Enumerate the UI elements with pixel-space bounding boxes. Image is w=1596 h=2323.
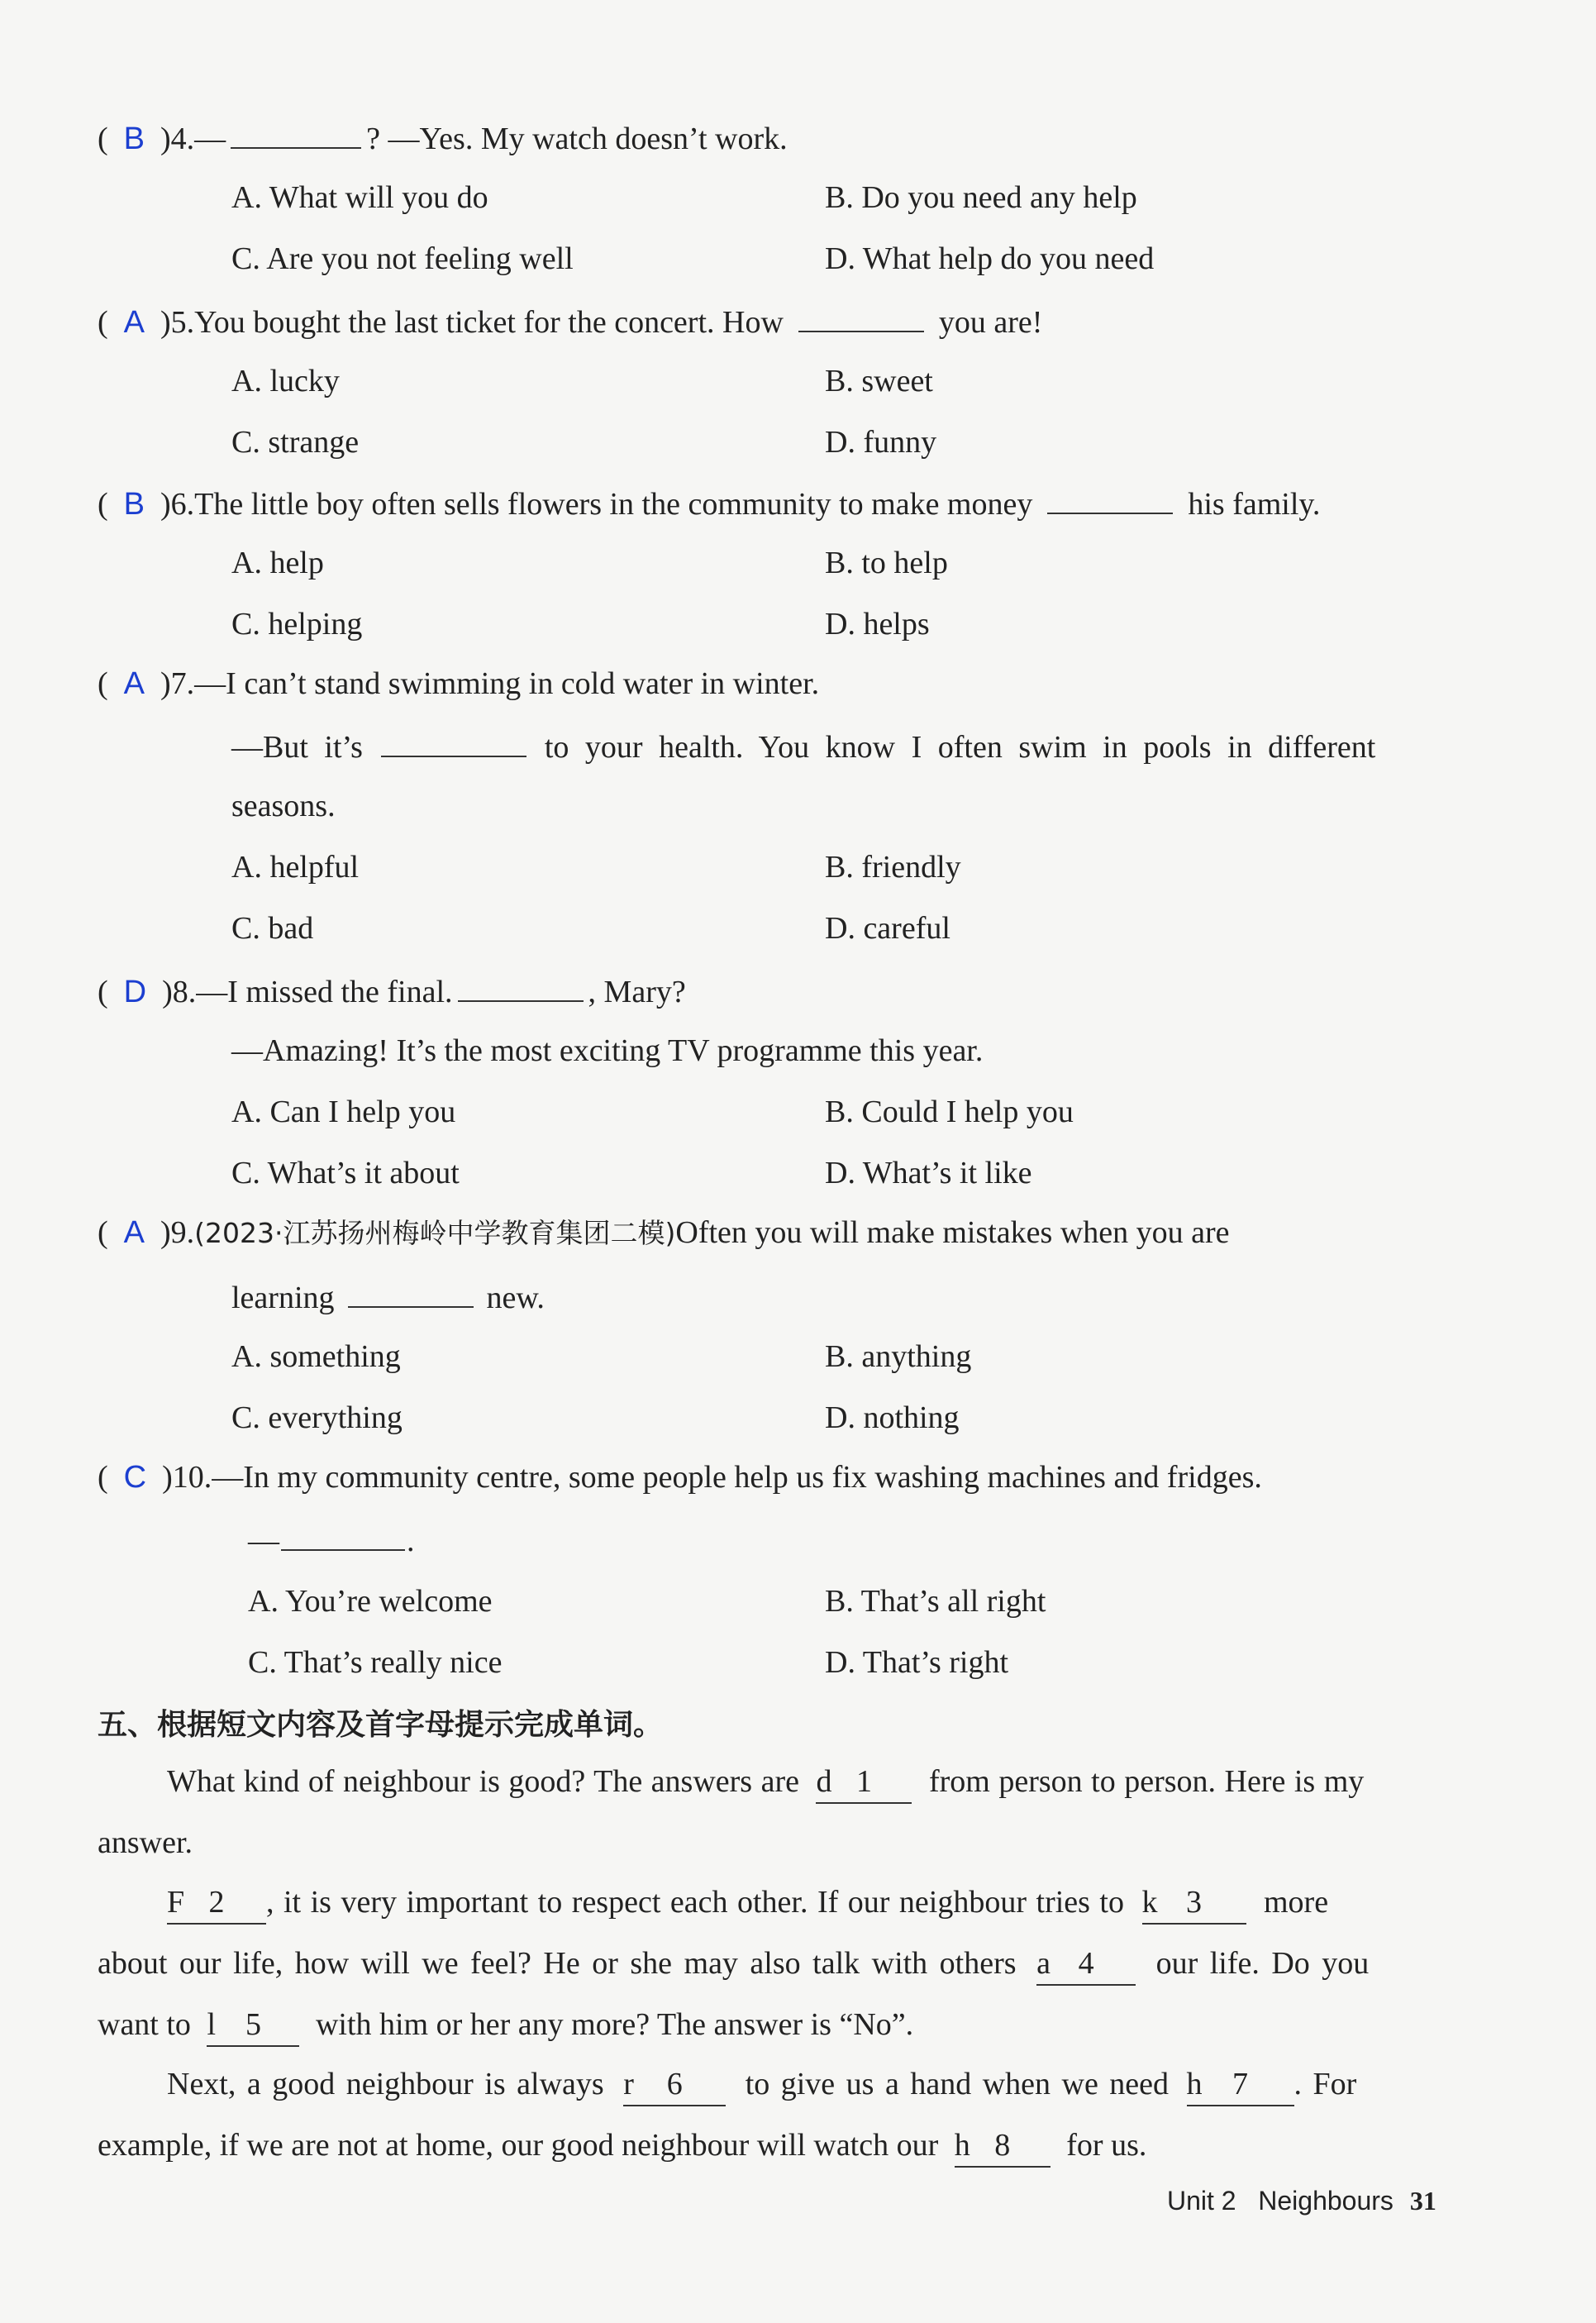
answer-letter: B	[123, 487, 145, 522]
option-d[interactable]: D. What help do you need	[825, 241, 1155, 276]
hint-letter: d	[816, 1764, 832, 1799]
hint-blank-6[interactable]	[623, 2063, 726, 2106]
hint-number: 6	[666, 2067, 683, 2101]
answer-letter: C	[123, 1460, 147, 1495]
answer-blank[interactable]	[458, 969, 584, 1002]
option-d[interactable]: D. helps	[825, 607, 930, 642]
hint-number: 3	[1186, 1885, 1202, 1920]
option-b[interactable]: B. Could I help you	[825, 1095, 1074, 1129]
option-d[interactable]: D. nothing	[825, 1400, 960, 1435]
question-stem: Often you will make mistakes when you are	[675, 1215, 1230, 1250]
passage-text: our life. Do you	[1155, 1946, 1370, 1981]
hint-letter: l	[207, 2007, 216, 2042]
hint-letter: r	[623, 2067, 634, 2101]
passage-text: for us.	[1066, 2128, 1147, 2163]
question-stem: You bought the last ticket for the concert. How	[194, 305, 784, 340]
question-number: 9	[170, 1215, 187, 1250]
hint-number: 1	[855, 1764, 872, 1799]
answer-letter: A	[123, 666, 145, 701]
question-stem: —But it’s	[231, 730, 363, 765]
answer-blank[interactable]	[281, 1518, 405, 1551]
passage-text: more	[1264, 1885, 1329, 1920]
option-a[interactable]: A. lucky	[231, 364, 340, 398]
answer-blank[interactable]	[1047, 481, 1173, 514]
option-b[interactable]: B. to help	[825, 546, 948, 580]
footer-unit: Unit 2	[1167, 2186, 1236, 2216]
passage-text: Next, a good neighbour is always	[167, 2067, 604, 2101]
hint-number: 8	[994, 2128, 1011, 2163]
question-stem: ? —Yes. My watch doesn’t work.	[366, 122, 788, 156]
answer-blank[interactable]	[798, 299, 924, 332]
option-d[interactable]: D. What’s it like	[825, 1156, 1032, 1190]
hint-number: 7	[1232, 2067, 1249, 2101]
question-stem: —Amazing! It’s the most exciting TV programme this year.	[231, 1033, 984, 1068]
question-number: 7	[170, 666, 187, 701]
option-c[interactable]: C. helping	[231, 607, 363, 642]
option-c[interactable]: C. That’s really nice	[248, 1645, 503, 1680]
passage-line	[167, 1882, 1328, 1925]
option-a[interactable]: A. something	[231, 1339, 401, 1374]
question-number: 6	[170, 487, 187, 522]
option-c[interactable]: C. Are you not feeling well	[231, 241, 574, 276]
question-stem: to your health. You know I often swim in pools in different	[544, 730, 1376, 765]
option-c[interactable]: C. bad	[231, 911, 314, 946]
question-stem: new.	[486, 1281, 545, 1315]
question-stem: you are!	[938, 305, 1043, 340]
question-number: 4	[170, 122, 187, 156]
question-number: 10	[172, 1460, 204, 1495]
answer-letter: A	[123, 305, 145, 340]
passage-line	[167, 2063, 1356, 2106]
question-number: 8	[172, 975, 188, 1009]
option-b[interactable]: B. sweet	[825, 364, 933, 398]
answer-letter: B	[123, 122, 145, 156]
passage-line	[167, 1761, 1364, 1804]
answer-blank[interactable]	[231, 116, 361, 149]
worksheet-page: ( B )4.— ? —Yes. My watch doesn’t work. A. What will you do B. Do you need any help C. Are you not feeling well D. What help do you need ( A )5.You bought the last ticket for the concert. How you are! A. lucky B. sweet C. strange D. funny ( B )6.The little boy often sells flowers in the community to make money his family. A. help B. to help C. helping D. helps ( A )7.—I can’t stand swimming in cold water in winter. —But it’s to your health. You know I often swim in pools in different seasons. A. helpful B. friendly C. bad D. careful ( D )8.—I missed the final. , Mary? —Amazing! It’s the most exciting TV programme this year. A. Can I help you B. Could I help you C. What’s it about D. What’s it like ( A )9.(2023·江苏扬州梅岭中学教育集团二模)Often you will make mistakes when you are learning new. A. something B. anything C. everything D. nothing ( C )10.—In my community centre, some people help us fix washing machines and fridges. — . A. You’re welcome B. That’s all right C. That’s really nice D. That’s right 五、根据短文内容及首字母提示完成单词。 What kind of neighbour is good? The answers are d 1 from person to person. Here is my answer. F 2 , it is very important to respect each other. If our neighbour tries to k 3 more about our life, how will we feel? He or she may also talk with others a 4 our life. Do you want to l 5 with him or her any more? The answer is “No”. Next, a good neighbour is always r 6 to give us a hand when we need h 7 . For example, if we are not at home, our good neighbour will watch our h 8 for us. Unit 2 Neighbours 31	[0, 0, 1596, 2323]
question-stem: , Mary?	[588, 975, 686, 1009]
hint-letter: k	[1141, 1885, 1158, 1920]
option-b[interactable]: B. anything	[825, 1339, 972, 1374]
option-b[interactable]: B. That’s all right	[825, 1584, 1046, 1619]
question-stem: The little boy often sells flowers in the community to make money	[194, 487, 1033, 522]
hint-letter: a	[1036, 1946, 1051, 1981]
option-b[interactable]: B. Do you need any help	[825, 180, 1137, 215]
passage-text: , it is very important to respect each other. If our neighbour tries to	[266, 1885, 1124, 1920]
option-d[interactable]: D. careful	[825, 911, 950, 946]
section-title: 五、根据短文内容及首字母提示完成单词。	[98, 1708, 664, 1742]
answer-blank[interactable]	[381, 724, 526, 757]
footer-title: Neighbours	[1258, 2186, 1394, 2216]
answer-blank[interactable]	[348, 1275, 474, 1308]
page-number: 31	[1409, 2186, 1436, 2216]
hint-number: 5	[245, 2007, 261, 2042]
option-c[interactable]: C. everything	[231, 1400, 403, 1435]
passage-text: about our life, how will we feel? He or she may also talk with others	[98, 1946, 1017, 1981]
question-stem: —	[248, 1524, 279, 1558]
question-stem: —I can’t stand swimming in cold water in winter.	[194, 666, 820, 701]
option-a[interactable]: A. What will you do	[231, 180, 488, 215]
passage-line	[98, 2004, 913, 2047]
passage-text: from person to person. Here is my	[928, 1764, 1365, 1799]
question-stem: —In my community centre, some people help us fix washing machines and fridges.	[212, 1460, 1262, 1495]
passage-text: with him or her any more? The answer is “No”.	[315, 2007, 914, 2042]
question-stem: seasons.	[231, 789, 336, 823]
hint-blank-8[interactable]	[955, 2125, 1051, 2168]
passage-text: want to	[98, 2007, 191, 2042]
question-stem: his family.	[1188, 487, 1321, 522]
option-a[interactable]: A. You’re welcome	[248, 1584, 493, 1619]
passage-text: What kind of neighbour is good? The answers are	[167, 1764, 799, 1799]
hint-blank-4[interactable]	[1036, 1943, 1136, 1986]
passage-line	[98, 1943, 1369, 1986]
option-d[interactable]: D. funny	[825, 425, 937, 460]
passage-text: answer.	[98, 1825, 193, 1860]
passage-line	[98, 2125, 1146, 2168]
hint-blank-5[interactable]	[207, 2004, 299, 2047]
option-b[interactable]: B. friendly	[825, 850, 961, 885]
hint-letter: h	[1186, 2067, 1203, 2101]
hint-blank-3[interactable]	[1142, 1882, 1246, 1925]
question-number: 5	[170, 305, 187, 340]
hint-blank-1[interactable]	[816, 1761, 912, 1804]
question-stem: —	[194, 122, 226, 156]
hint-number: 2	[208, 1885, 225, 1920]
hint-blank-7[interactable]	[1187, 2063, 1294, 2106]
question-stem: learning	[231, 1281, 335, 1315]
passage-text: example, if we are not at home, our good neighbour will watch our	[98, 2128, 939, 2163]
option-d[interactable]: D. That’s right	[825, 1645, 1009, 1680]
passage-text: to give us a hand when we need	[745, 2067, 1170, 2101]
page-footer	[1167, 2186, 1436, 2216]
question-stem: —I missed the final.	[196, 975, 453, 1009]
question-stem: .	[407, 1524, 415, 1558]
hint-letter: h	[954, 2128, 970, 2163]
answer-paren: ( B )4.— ? —Yes. My watch doesn’t work.	[98, 116, 788, 160]
option-a[interactable]: A. helpful	[231, 850, 360, 885]
answer-letter: A	[123, 1215, 145, 1250]
option-a[interactable]: A. help	[231, 546, 324, 580]
hint-blank-2[interactable]	[167, 1882, 266, 1925]
answer-letter: D	[123, 975, 147, 1009]
option-c[interactable]: C. What’s it about	[231, 1156, 460, 1190]
hint-number: 4	[1078, 1946, 1094, 1981]
question-source: (2023·江苏扬州梅岭中学教育集团二模)	[194, 1217, 676, 1249]
option-c[interactable]: C. strange	[231, 425, 360, 460]
passage-text: . For	[1293, 2067, 1357, 2101]
hint-letter: F	[167, 1885, 185, 1920]
option-a[interactable]: A. Can I help you	[231, 1095, 456, 1129]
